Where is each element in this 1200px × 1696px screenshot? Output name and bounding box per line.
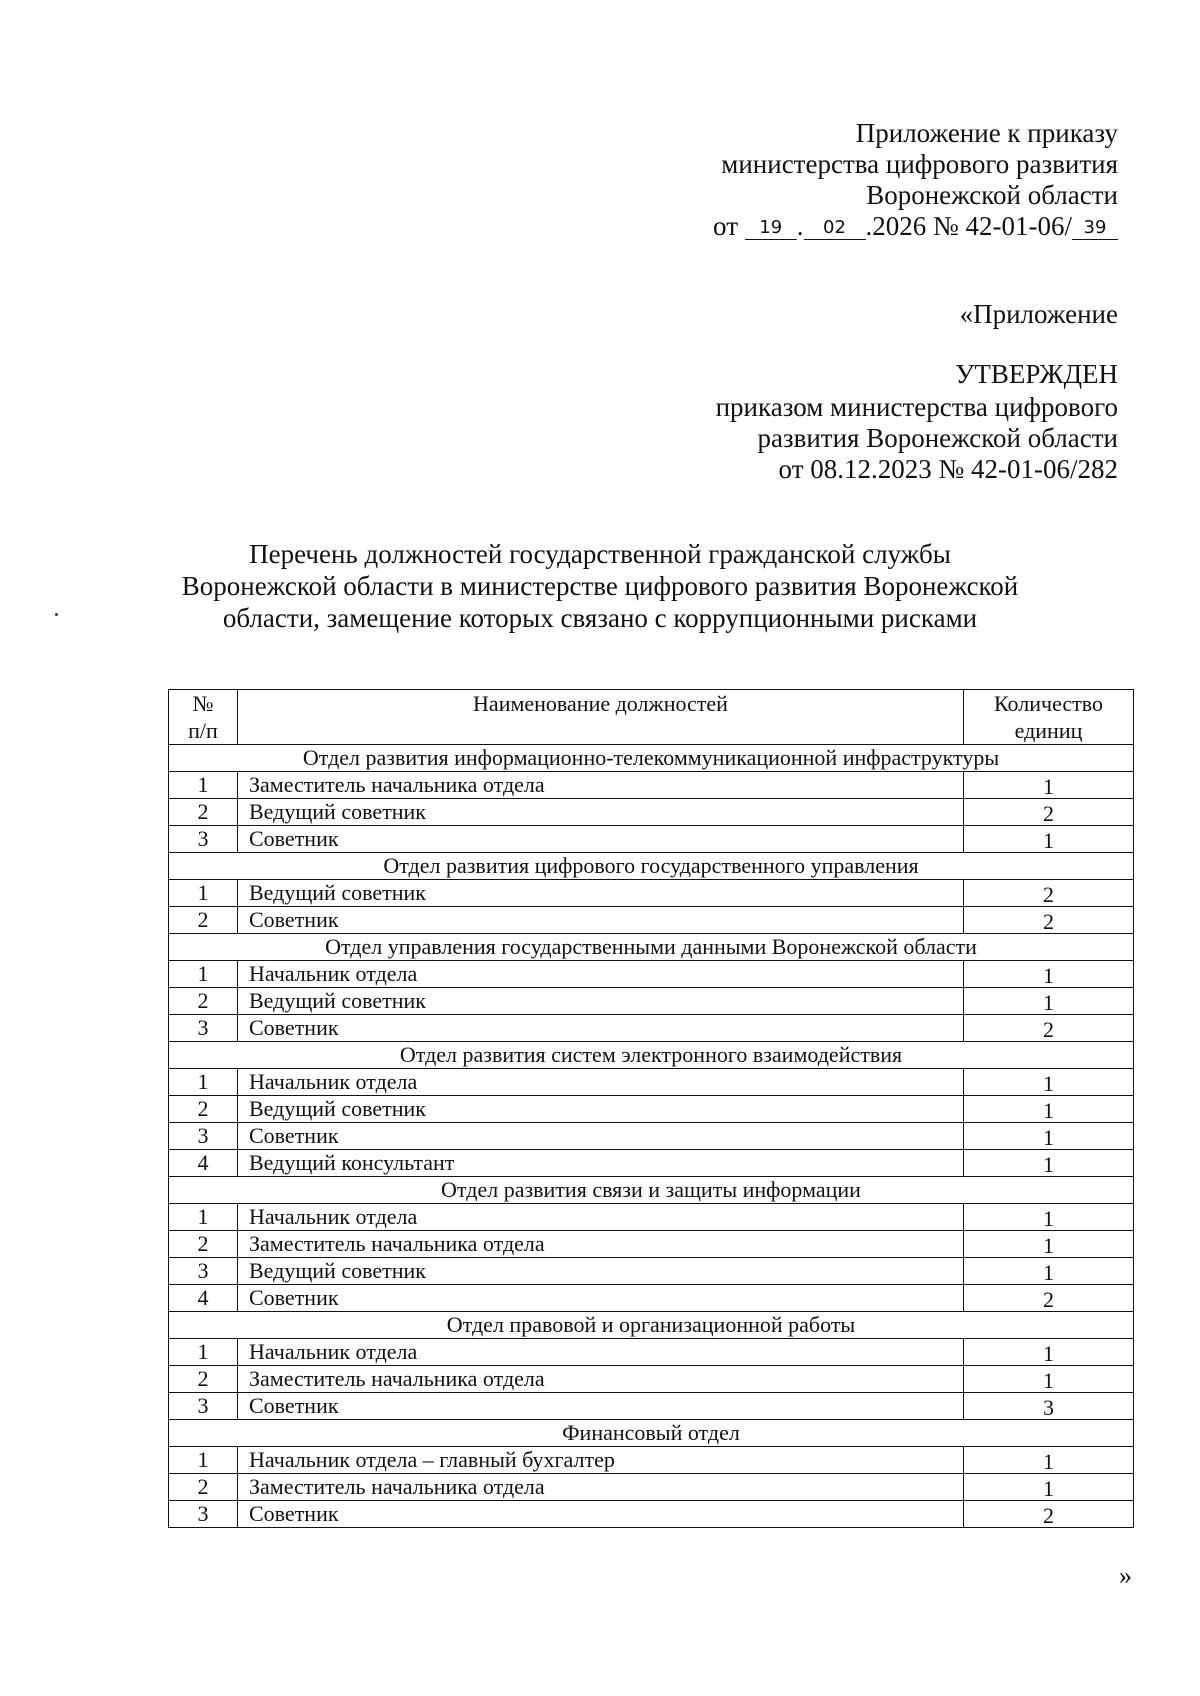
position-quantity: 2	[964, 907, 1134, 934]
section-title: Отдел развития цифрового государственного управления	[169, 853, 1134, 880]
position-name: Ведущий советник	[238, 880, 964, 907]
header-quantity-line-1: Количество	[993, 691, 1104, 716]
row-number: 3	[169, 1501, 238, 1528]
row-number: 2	[169, 1231, 238, 1258]
order-prefix: от	[713, 211, 738, 241]
position-quantity: 1	[964, 1258, 1134, 1285]
table-row	[169, 1339, 1134, 1366]
position-name: Начальник отдела	[238, 961, 964, 988]
order-date-separator: .	[796, 211, 804, 241]
position-quantity: 1	[964, 1339, 1134, 1366]
row-number: 4	[169, 1150, 238, 1177]
position-name: Советник	[238, 826, 964, 853]
position-quantity: 1	[964, 1096, 1134, 1123]
position-quantity: 1	[964, 1123, 1134, 1150]
order-month-handwritten: 02	[804, 217, 866, 240]
table-row	[169, 1366, 1134, 1393]
position-name: Советник	[238, 1015, 964, 1042]
section-row	[169, 1042, 1134, 1069]
position-name: Ведущий консультант	[238, 1150, 964, 1177]
header-line-3: Воронежской области	[866, 180, 1118, 210]
table-body	[169, 745, 1134, 1528]
position-quantity: 1	[964, 961, 1134, 988]
section-row	[169, 1312, 1134, 1339]
position-name: Ведущий советник	[238, 988, 964, 1015]
position-quantity: 1	[964, 1474, 1134, 1501]
position-quantity: 2	[964, 1015, 1134, 1042]
table-row	[169, 772, 1134, 799]
closing-quote: »	[1119, 1561, 1132, 1590]
row-number: 1	[169, 1204, 238, 1231]
table-row	[169, 1069, 1134, 1096]
position-quantity: 2	[964, 880, 1134, 907]
section-row	[169, 934, 1134, 961]
position-quantity: 1	[964, 1150, 1134, 1177]
row-number: 2	[169, 988, 238, 1015]
table-row	[169, 1393, 1134, 1420]
table-header-row	[169, 690, 1134, 745]
row-number: 3	[169, 1258, 238, 1285]
header-number-symbol: №	[192, 691, 214, 716]
row-number: 1	[169, 1447, 238, 1474]
approved-line-2: развития Воронежской области	[757, 423, 1118, 453]
table-row	[169, 988, 1134, 1015]
section-title: Отдел развития систем электронного взаимодействия	[169, 1042, 1134, 1069]
table-row	[169, 1096, 1134, 1123]
positions-table	[168, 689, 1134, 1528]
position-quantity: 3	[964, 1393, 1134, 1420]
position-name: Советник	[238, 1501, 964, 1528]
scan-speck	[55, 613, 58, 616]
row-number: 1	[169, 1069, 238, 1096]
position-quantity: 1	[964, 772, 1134, 799]
position-quantity: 2	[964, 1285, 1134, 1312]
table-row	[169, 1447, 1134, 1474]
row-number: 1	[169, 961, 238, 988]
header-line-2: министерства цифрового развития	[721, 149, 1118, 179]
document-title	[0, 538, 1200, 634]
position-name: Начальник отдела	[238, 1339, 964, 1366]
table-row	[169, 1015, 1134, 1042]
order-year-number: .2026 № 42-01-06/	[865, 211, 1072, 241]
row-number: 4	[169, 1285, 238, 1312]
position-name: Начальник отдела	[238, 1069, 964, 1096]
position-name: Советник	[238, 1393, 964, 1420]
position-name: Ведущий советник	[238, 1096, 964, 1123]
approved-line-3: от 08.12.2023 № 42-01-06/282	[778, 454, 1118, 484]
header-cell-number	[169, 690, 238, 745]
header-cell-name: Наименование должностей	[238, 690, 964, 745]
section-row	[169, 1420, 1134, 1447]
approved-heading: УТВЕРЖДЕН	[955, 359, 1118, 389]
row-number: 1	[169, 880, 238, 907]
section-row	[169, 745, 1134, 772]
table-row	[169, 1258, 1134, 1285]
header-line-1: Приложение к приказу	[855, 118, 1118, 148]
table-row	[169, 907, 1134, 934]
section-title: Финансовый отдел	[169, 1420, 1134, 1447]
row-number: 3	[169, 1393, 238, 1420]
position-name: Ведущий советник	[238, 1258, 964, 1285]
position-quantity: 1	[964, 1069, 1134, 1096]
position-name: Заместитель начальника отдела	[238, 1366, 964, 1393]
position-name: Советник	[238, 1123, 964, 1150]
section-title: Отдел управления государственными данными Воронежской области	[169, 934, 1134, 961]
position-quantity: 2	[964, 1501, 1134, 1528]
order-date-line	[713, 211, 1118, 242]
row-number: 2	[169, 799, 238, 826]
position-name: Заместитель начальника отдела	[238, 1474, 964, 1501]
section-row	[169, 1177, 1134, 1204]
title-line-3: области, замещение которых связано с коррупционными рисками	[222, 603, 978, 633]
position-quantity: 1	[964, 1204, 1134, 1231]
position-quantity: 1	[964, 988, 1134, 1015]
position-quantity: 1	[964, 1447, 1134, 1474]
position-name: Заместитель начальника отдела	[238, 1231, 964, 1258]
row-number: 3	[169, 1015, 238, 1042]
row-number: 1	[169, 772, 238, 799]
title-line-2: Воронежской области в министерстве цифрового развития Воронежской	[181, 571, 1019, 601]
appendix-label: «Приложение	[959, 299, 1118, 329]
header-cell-quantity	[964, 690, 1134, 745]
table-row	[169, 826, 1134, 853]
table-row	[169, 961, 1134, 988]
order-number-handwritten: 39	[1072, 217, 1118, 240]
position-quantity: 2	[964, 799, 1134, 826]
row-number: 3	[169, 1123, 238, 1150]
section-title: Отдел развития информационно-телекоммуникационной инфраструктуры	[169, 745, 1134, 772]
position-name: Заместитель начальника отдела	[238, 772, 964, 799]
position-quantity: 1	[964, 1366, 1134, 1393]
title-line-1: Перечень должностей государственной гражданской службы	[249, 539, 951, 569]
order-day-handwritten: 19	[745, 217, 797, 240]
table-row	[169, 799, 1134, 826]
position-name: Советник	[238, 1285, 964, 1312]
row-number: 2	[169, 1474, 238, 1501]
position-name: Начальник отдела – главный бухгалтер	[238, 1447, 964, 1474]
table-row	[169, 1123, 1134, 1150]
row-number: 1	[169, 1339, 238, 1366]
row-number: 2	[169, 1096, 238, 1123]
header-number-abbr: п/п	[188, 718, 218, 743]
table-row	[169, 1474, 1134, 1501]
row-number: 2	[169, 1366, 238, 1393]
section-title: Отдел развития связи и защиты информации	[169, 1177, 1134, 1204]
row-number: 2	[169, 907, 238, 934]
table-row	[169, 1285, 1134, 1312]
position-name: Начальник отдела	[238, 1204, 964, 1231]
table-row	[169, 1231, 1134, 1258]
position-quantity: 1	[964, 826, 1134, 853]
position-quantity: 1	[964, 1231, 1134, 1258]
position-name: Ведущий советник	[238, 799, 964, 826]
header-quantity-line-2: единиц	[1014, 718, 1083, 743]
table-row	[169, 1501, 1134, 1528]
position-name: Советник	[238, 907, 964, 934]
section-title: Отдел правовой и организационной работы	[169, 1312, 1134, 1339]
table-row	[169, 880, 1134, 907]
row-number: 3	[169, 826, 238, 853]
section-row	[169, 853, 1134, 880]
table-row	[169, 1204, 1134, 1231]
approved-line-1: приказом министерства цифрового	[715, 392, 1118, 422]
table-row	[169, 1150, 1134, 1177]
